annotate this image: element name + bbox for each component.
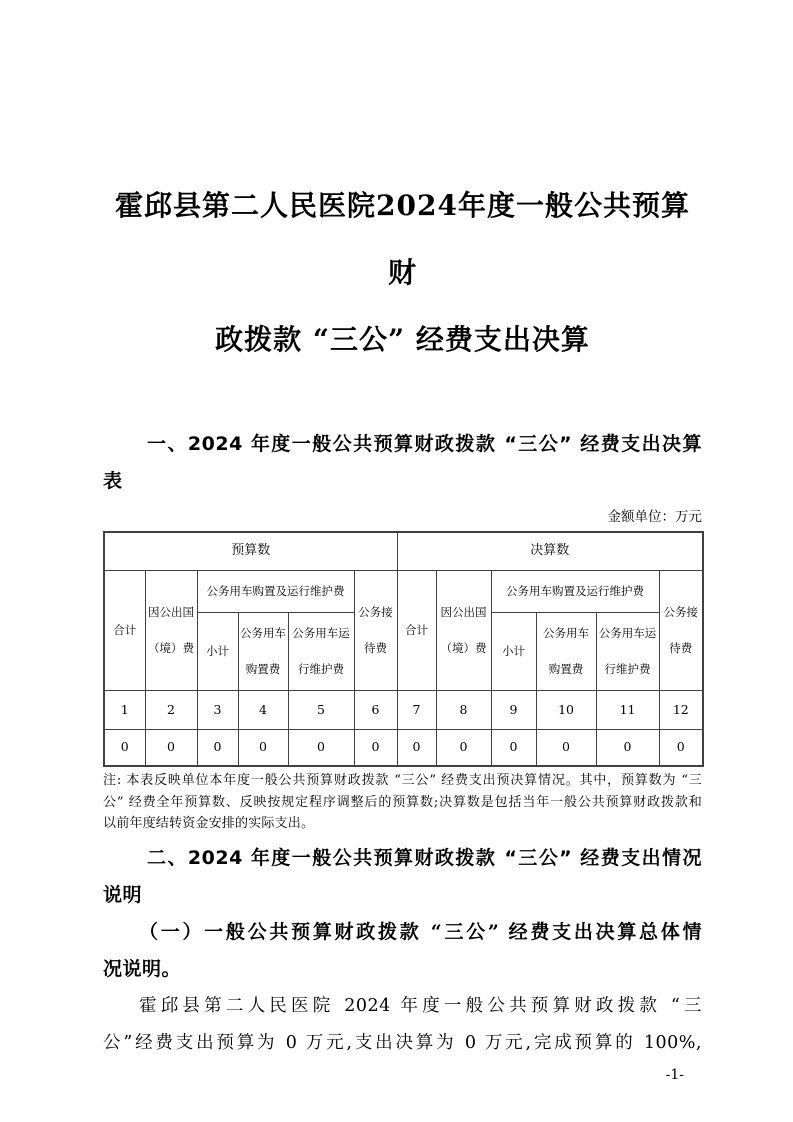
section-1-line-2: 表 (103, 470, 123, 492)
final-maintenance-header-cell: 公务用车运 行维护费 (596, 612, 659, 690)
budget-header-cell: 预算数 (104, 532, 397, 570)
budget-reception-header-cell: 公务接 待费 (354, 570, 397, 690)
value-cell: 0 (659, 729, 703, 766)
section-2-line-2: 说明 (103, 883, 143, 906)
column-number-cell: 10 (536, 690, 596, 729)
column-number-cell: 5 (288, 690, 354, 729)
final-abroad-header-cell: 因公出国 （境）费 (436, 570, 491, 690)
section-1-line-1: 一、2024 年度一般公共预算财政拨款 “三公” 经费支出决算 (147, 433, 702, 455)
value-cell: 0 (596, 729, 659, 766)
column-number-cell: 1 (104, 690, 145, 729)
note-line-2: 公” 经费全年预算数、反映按规定程序调整后的预算数;决算数是包括当年一般公共预算财政拨款和 (103, 794, 702, 810)
final-reception-header-cell: 公务接 待费 (659, 570, 703, 690)
body-paragraph (103, 988, 702, 1062)
final-subtotal-header-cell: 小计 (491, 612, 536, 690)
three-public-expense-table (103, 531, 704, 767)
value-cell: 0 (288, 729, 354, 766)
section-2-line-1: 二、2024 年度一般公共预算财政拨款 “三公” 经费支出情况 (147, 846, 702, 869)
value-cell: 0 (145, 729, 197, 766)
budget-abroad-header-cell: 因公出国 （境）费 (145, 570, 197, 690)
note-line-3: 以前年度结转资金安排的实际支出。 (103, 816, 315, 831)
final-vehicle-group-header-cell: 公务用车购置及运行维护费 (491, 570, 659, 612)
column-number-cell: 4 (238, 690, 288, 729)
final-purchase-header-cell: 公务用车 购置费 (536, 612, 596, 690)
note-line-1: 注: 本表反映单位本年度一般公共预算财政拨款 “三公” 经费支出预决算情况。其中，预算数为 “三 (103, 773, 702, 788)
column-number-cell: 9 (491, 690, 536, 729)
column-number-cell: 2 (145, 690, 197, 729)
value-row (104, 729, 703, 766)
budget-total-header-cell: 合计 (104, 570, 145, 690)
column-number-cell: 8 (436, 690, 491, 729)
page-title (103, 0, 702, 373)
column-number-cell: 12 (659, 690, 703, 729)
column-number-cell: 11 (596, 690, 659, 729)
column-number-row (104, 690, 703, 729)
budget-vehicle-group-header-cell: 公务用车购置及运行维护费 (197, 570, 354, 612)
final-header-cell: 决算数 (397, 532, 703, 570)
final-total-header-cell: 合计 (397, 570, 436, 690)
section-heading-2 (103, 840, 702, 914)
title-line-2: 政拨款 “三公” 经费支出决算 (215, 323, 590, 356)
page-number: -1- (665, 1066, 684, 1083)
value-cell: 0 (436, 729, 491, 766)
table-note (103, 770, 702, 835)
budget-maintenance-header-cell: 公务用车运 行维护费 (288, 612, 354, 690)
body-line-2: 公”经费支出预算为 0 万元,支出决算为 0 万元,完成预算的 100%, (103, 1032, 702, 1053)
unit-label: 金额单位：万元 (607, 509, 702, 525)
column-number-cell: 3 (197, 690, 238, 729)
value-cell: 0 (104, 729, 145, 766)
section-heading-1 (103, 426, 702, 500)
value-cell: 0 (491, 729, 536, 766)
subsection-heading (103, 914, 702, 988)
value-cell: 0 (354, 729, 397, 766)
value-cell: 0 (197, 729, 238, 766)
value-cell: 0 (238, 729, 288, 766)
column-number-cell: 7 (397, 690, 436, 729)
value-cell: 0 (397, 729, 436, 766)
column-number-cell: 6 (354, 690, 397, 729)
subsection-line-2: 况说明。 (103, 957, 182, 980)
subsection-line-1: （一）一般公共预算财政拨款 “三公” 经费支出决算总体情 (139, 920, 702, 943)
title-line-1: 霍邱县第二人民医院2024年度一般公共预算财 (115, 189, 690, 289)
budget-subtotal-header-cell: 小计 (197, 612, 238, 690)
body-line-1: 霍邱县第二人民医院 2024 年度一般公共预算财政拨款 “三 (139, 995, 702, 1016)
budget-purchase-header-cell: 公务用车 购置费 (238, 612, 288, 690)
value-cell: 0 (536, 729, 596, 766)
